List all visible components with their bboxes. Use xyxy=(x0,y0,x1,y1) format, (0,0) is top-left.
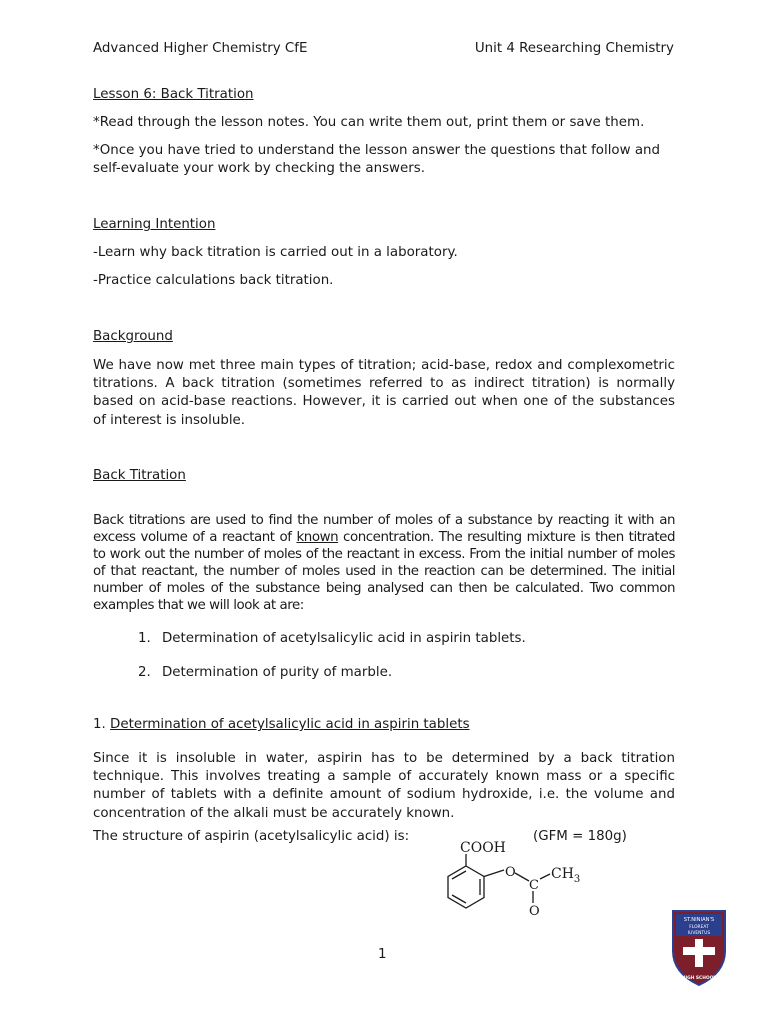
ch3-text: CH xyxy=(551,866,574,882)
back-titration-heading: Back Titration xyxy=(93,468,186,483)
gfm-label: (GFM = 180g) xyxy=(533,829,627,844)
bond-to-ester-o xyxy=(484,870,504,877)
cooh-label: COOH xyxy=(460,840,506,856)
ch3-subscript: 3 xyxy=(573,874,581,885)
section1-title: Determination of acetylsalicylic acid in aspirin tablets xyxy=(110,717,470,732)
list-number: 1. xyxy=(138,631,151,646)
instruction-1: *Read through the lesson notes. You can write them out, print them or save them. xyxy=(93,115,645,130)
list-item xyxy=(138,631,526,646)
double-o-label: O xyxy=(529,904,540,919)
c-label: C xyxy=(529,878,539,893)
list-text: Determination of acetylsalicylic acid in aspirin tablets. xyxy=(162,631,526,646)
school-crest-logo xyxy=(669,905,729,987)
page-header xyxy=(93,41,674,56)
back-titration-text-2: concentration. The resulting mixture is then titrated to work out the number of moles of the reactant in excess. From the initial number of moles of that reactant, the number of moles used in the reaction can be determined. The initial number of moles of the substance being analysed can then be calculated. Two common examples that we will look at are: xyxy=(93,530,675,613)
structure-label: The structure of aspirin (acetylsalicylic acid) is: xyxy=(93,829,410,844)
list-item xyxy=(138,665,392,680)
list-text: Determination of purity of marble. xyxy=(162,665,393,680)
section1-paragraph: Since it is insoluble in water, aspirin has to be determined by a back titration technique. This involves treating a sample of accurately known mass or a specific number of tablets with a definite amount of sodium hydroxide, i.e. the volume and concentration of the alkali must be accurately known. xyxy=(93,751,675,821)
section1-number: 1. xyxy=(93,717,106,732)
crest-text-3: IUVENTUS xyxy=(687,931,711,936)
back-titration-paragraph xyxy=(93,512,675,614)
bond-o-c xyxy=(515,873,529,881)
background-paragraph: We have now met three main types of titration; acid-base, redox and complexometric titrations. A back titration (sometimes referred to as indirect titration) is normally based on acid-base reactions. However, it is carried out when one of the substances of interest is insoluble. xyxy=(93,358,675,428)
benzene-ring xyxy=(448,866,484,908)
header-course-title: Advanced Higher Chemistry CfE xyxy=(93,41,308,56)
learning-intention-item-1: -Learn why back titration is carried out in a laboratory. xyxy=(93,245,458,260)
background-heading: Background xyxy=(93,329,173,344)
crest-text-2: FLOREAT xyxy=(689,925,709,930)
ch3-label xyxy=(551,866,580,885)
list-number: 2. xyxy=(138,665,151,680)
bond-c-ch3 xyxy=(540,874,550,879)
learning-intention-item-2: -Practice calculations back titration. xyxy=(93,273,334,288)
crest-text-1: ST.NINIAN'S xyxy=(683,917,715,923)
learning-intention-heading: Learning Intention xyxy=(93,217,216,232)
page-number: 1 xyxy=(378,947,387,962)
section1-heading xyxy=(93,716,675,734)
crest-cross-horizontal xyxy=(683,947,715,955)
aspirin-structure-diagram xyxy=(430,836,590,922)
back-titration-known: known xyxy=(296,530,339,545)
lesson-title: Lesson 6: Back Titration xyxy=(93,87,254,102)
header-unit-title: Unit 4 Researching Chemistry xyxy=(474,41,674,56)
back-titration-text-1: Back titrations are used to find the number of moles of a substance by reacting it with an excess volume of a reactant of xyxy=(93,513,675,545)
instruction-2: *Once you have tried to understand the lesson answer the questions that follow and self-evaluate your work by checking the answers. xyxy=(93,143,661,177)
ester-o-label: O xyxy=(505,865,516,880)
crest-text-4: HIGH SCHOOL xyxy=(681,976,717,981)
